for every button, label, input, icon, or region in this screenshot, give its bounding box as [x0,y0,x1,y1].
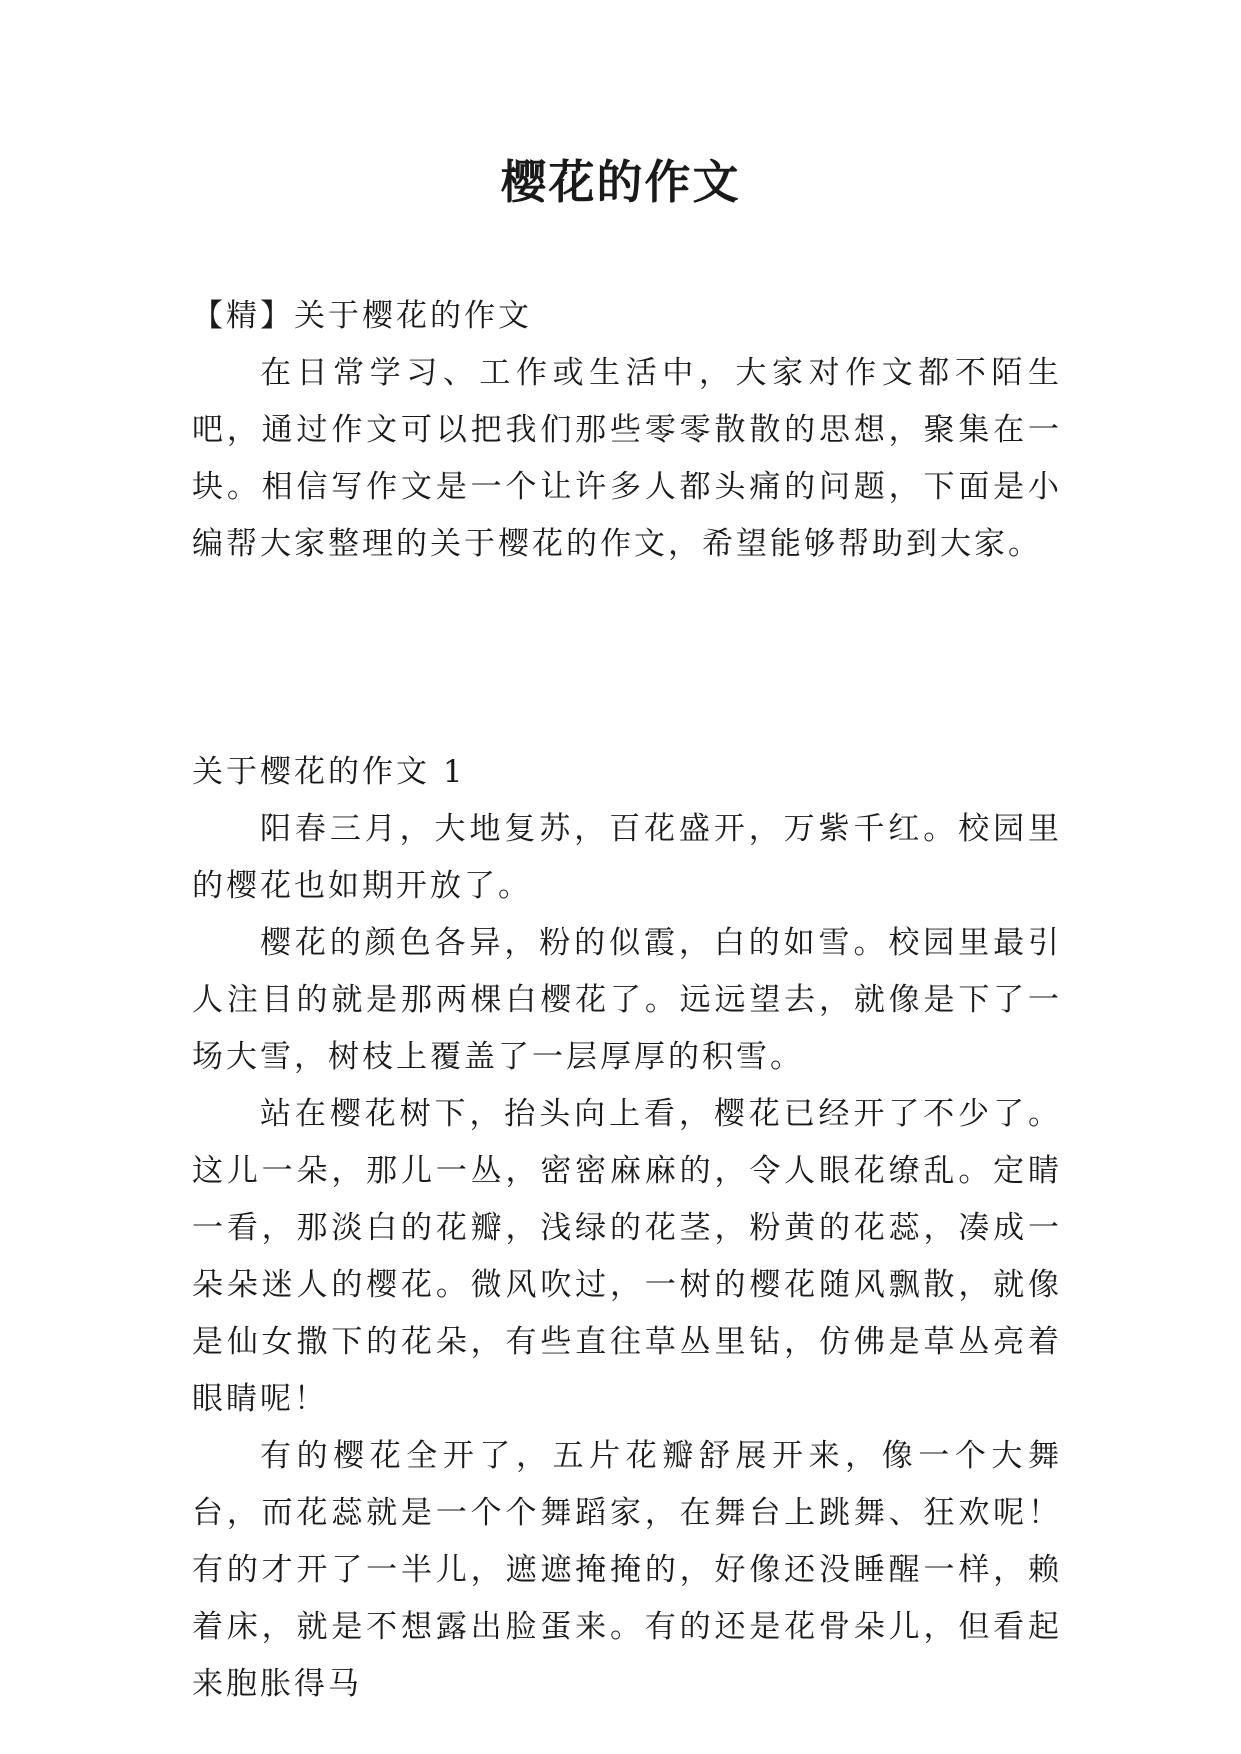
document-title: 樱花的作文 [500,155,741,209]
body-paragraph-4: 有的樱花全开了，五片花瓣舒展开来，像一个大舞台，而花蕊就是一个个舞蹈家，在舞台上跳舞、狂欢呢！有的才开了一半儿，遮遮掩掩的，好像还没睡醒一样，赖着床，就是不想露出脸蛋来。有的还是花骨朵儿，但看起来胞胀得马 [192,1438,1062,1702]
section-spacer [192,573,1062,744]
intro-paragraph: 在日常学习、工作或生活中，大家对作文都不陌生吧，通过作文可以把我们那些零零散散的思想，聚集在一块。相信写作文是一个让许多人都头痛的问题，下面是小编帮大家整理的关于樱花的作文，希望能够帮助到大家。 [192,355,1062,562]
body-paragraph-1: 阳春三月，大地复苏，百花盛开，万紫千红。校园里的樱花也如期开放了。 [192,811,1062,904]
body-paragraph-3: 站在樱花树下，抬头向上看，樱花已经开了不少了。这儿一朵，那儿一丛，密密麻麻的，令人眼花缭乱。定睛一看，那淡白的花瓣，浅绿的花茎，粉黄的花蕊，凑成一朵朵迷人的樱花。微风吹过，一树的樱花随风飘散，就像是仙女撒下的花朵，有些直往草丛里钻，仿佛是草丛亮着眼睛呢！ [192,1096,1062,1417]
document-subtitle: 【精】关于樱花的作文 [192,298,532,334]
document-body [192,288,1062,1713]
body-paragraph-2: 樱花的颜色各异，粉的似霞，白的如雪。校园里最引人注目的就是那两棵白樱花了。远远望去，就像是下了一场大雪，树枝上覆盖了一层厚厚的积雪。 [192,925,1062,1075]
section-heading: 关于樱花的作文 1 [192,754,466,790]
